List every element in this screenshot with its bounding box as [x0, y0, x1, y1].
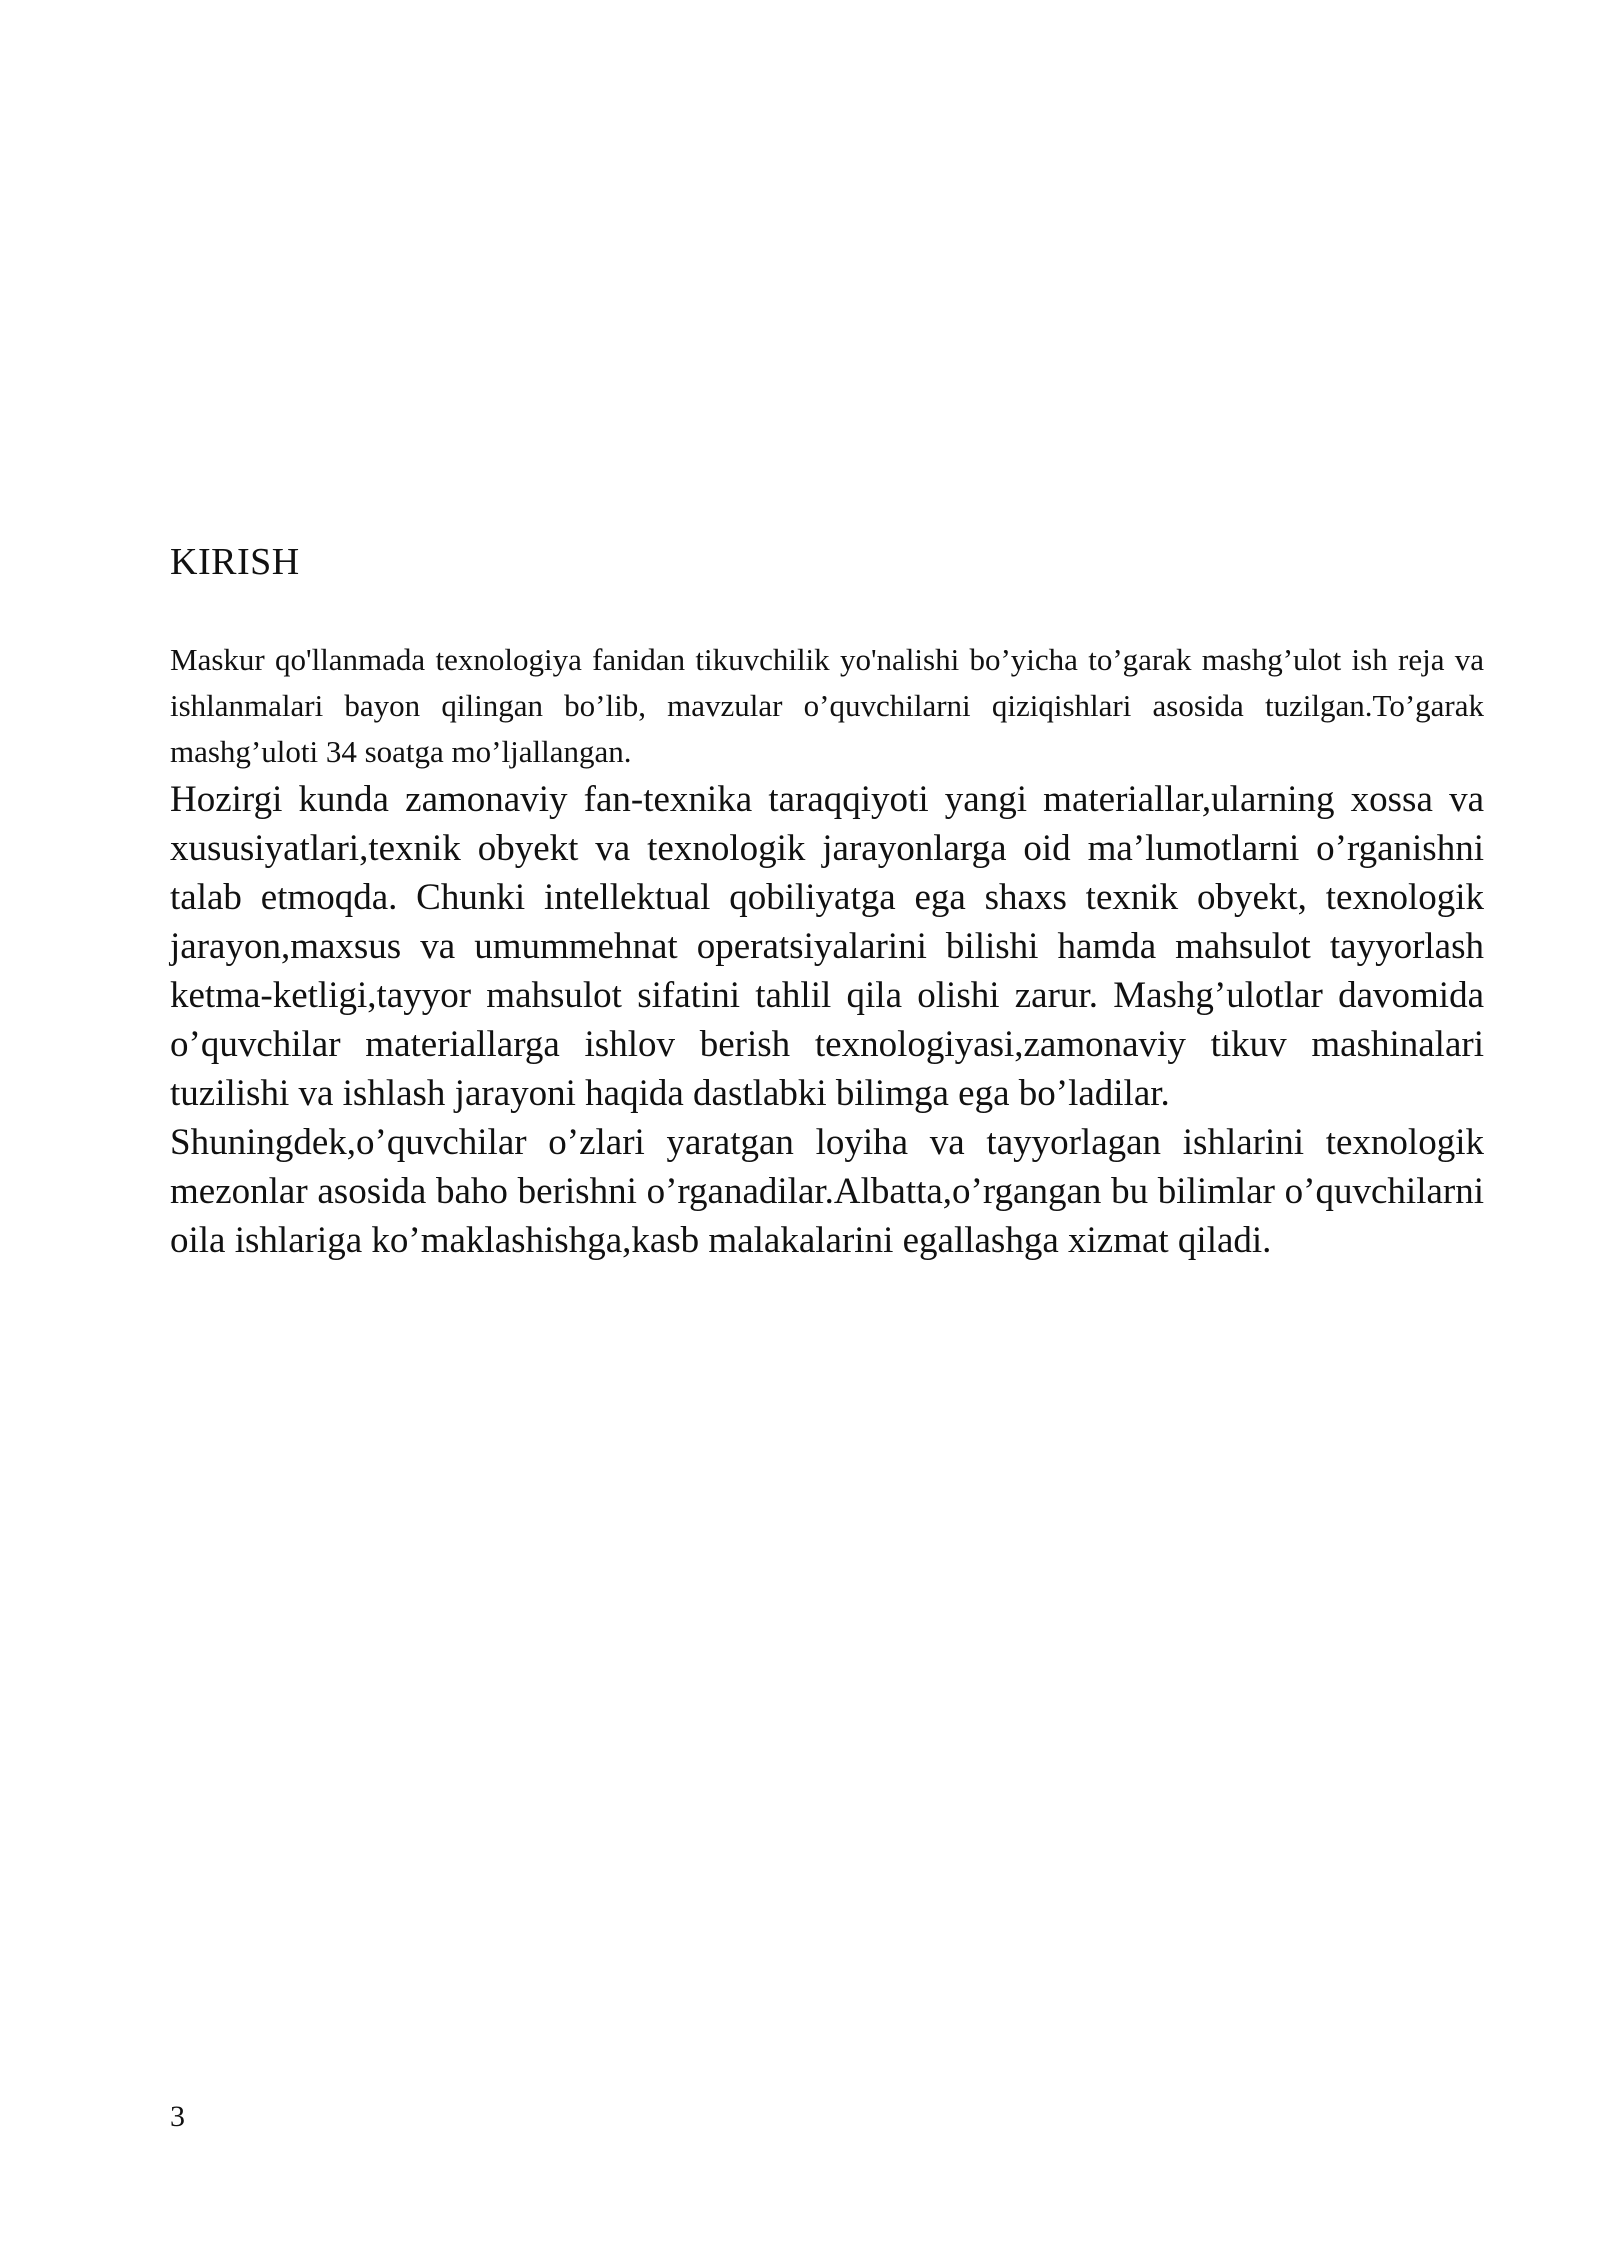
intro-paragraph: Maskur qo'llanmada texnologiya fanidan tikuvchilik yo'nalishi bo’yicha to’garak mashg’ulot ish reja va ishlanmalari bayon qilingan bo’lib, mavzular o’quvchilarni qiziqishlari asosida tuzilgan.To’garak mashg’uloti 34 soatga mo’ljallangan. — [170, 642, 1484, 769]
section-heading: KIRISH — [170, 541, 300, 583]
body-paragraph-1: Hozirgi kunda zamonaviy fan-texnika taraqqiyoti yangi materiallar,ularning xossa va xususiyatlari,texnik obyekt va texnologik jarayonlarga oid ma’lumotlarni o’rganishni talab etmoqda. Chunki intellektual qobiliyatga ega shaxs texnik obyekt, texnologik jarayon,maxsus va umummehnat operatsiyalarini bilishi hamda mahsulot tayyorlash ketma-ketligi,tayyor mahsulot sifatini tahlil qila olishi zarur. Mashg’ulotlar davomida o’quvchilar materiallarga ishlov berish texnologiyasi,zamonaviy tikuv mashinalari tuzilishi va ishlash jarayoni haqida dastlabki bilimga ega bo’ladilar. — [170, 779, 1484, 1114]
body-paragraph-2: Shuningdek,o’quvchilar o’zlari yaratgan loyiha va tayyorlagan ishlarini texnologik mezonlar asosida baho berishni o’rganadilar.Albatta,o’rgangan bu bilimlar o’quvchilarni oila ishlariga ko’maklashishga,kasb malakalarini egallashga xizmat qiladi. — [170, 1122, 1484, 1261]
page-number: 3 — [170, 2100, 185, 2133]
body-text — [170, 637, 1484, 1265]
